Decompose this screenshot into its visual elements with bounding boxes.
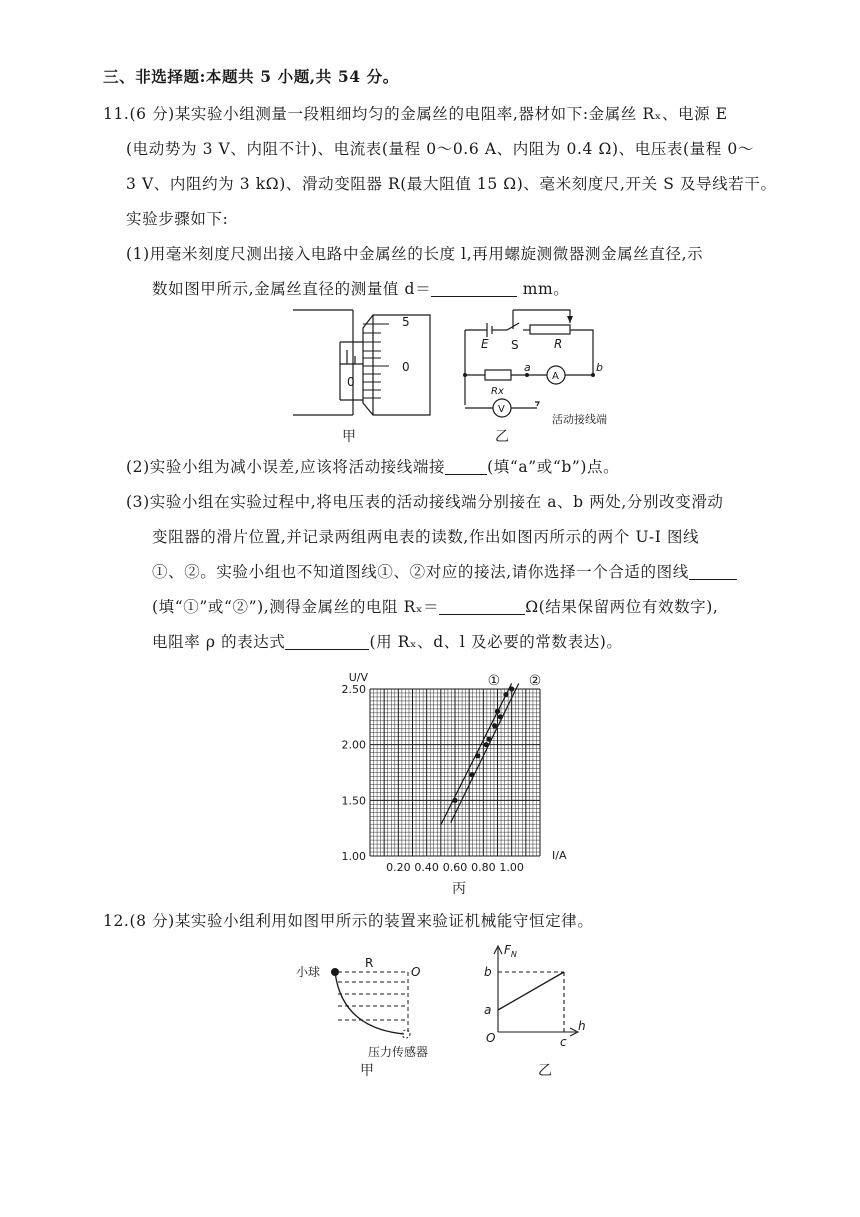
q11-part1-text: 数如图甲所示,金属丝直径的测量值 d＝ xyxy=(152,280,432,298)
thimble-mark-5: 5 xyxy=(402,315,410,329)
label-b: b xyxy=(596,361,603,374)
thimble-mark-0: 0 xyxy=(402,360,410,374)
q11-part2-text: (2)实验小组为减小误差,应该将活动接线端接 xyxy=(126,458,446,476)
q11-part3-line-4 xyxy=(152,596,718,618)
q11-line-2: (电动势为 3 V、内阻不计)、电流表(量程 0～0.6 A、内阻为 0.4 Ω)、电压表(量程 0～ xyxy=(126,140,754,158)
q11-part3-text-3: ①、②。实验小组也不知道图线①、②对应的接法,请你选择一个合适的图线 xyxy=(152,563,689,581)
terminal-label: 活动接线端 xyxy=(552,413,607,426)
q11-part3-text-4: (填“①”或“②”),测得金属丝的电阻 Rₓ＝ xyxy=(152,598,440,616)
chart-grid xyxy=(370,689,540,856)
label-E: E xyxy=(481,337,489,351)
y-tick-label: 1.50 xyxy=(341,794,366,808)
label-radius: R xyxy=(365,956,374,970)
q11-line-3: 3 V、内阻约为 3 kΩ)、滑动变阻器 R(最大阻值 15 Ω)、毫米刻度尺,开关 S 及导线若干。 xyxy=(126,175,777,193)
y-tick-label: 2.00 xyxy=(341,738,366,752)
figure-bing-caption: 丙 xyxy=(452,881,466,897)
data-point xyxy=(495,709,500,714)
q11-part1-line-2 xyxy=(152,278,569,300)
y-tick-label: 2.50 xyxy=(341,683,366,696)
data-point xyxy=(509,686,514,691)
answer-blank-resistance[interactable] xyxy=(439,598,525,615)
main-scale-mark-0: 0 xyxy=(347,375,355,389)
series-label-1: ① xyxy=(487,673,501,689)
q11-part3-text-5b: (用 Rₓ、d、l 及必要的常数表达)。 xyxy=(369,633,623,651)
q11-part1-unit: mm。 xyxy=(517,280,570,298)
q11-part3-line-5 xyxy=(152,631,623,653)
figure12-jia-caption: 甲 xyxy=(360,1063,374,1079)
q11-part3-line-1: (3)实验小组在实验过程中,将电压表的活动接线端分别接在 a、b 两处,分别改变滑动 xyxy=(126,493,724,511)
x-tick-label: 0.40 xyxy=(414,861,439,874)
data-point xyxy=(484,742,489,747)
x-axis-label: I/A xyxy=(552,849,567,862)
label-a: a xyxy=(524,361,531,374)
y-tick-label: 1.00 xyxy=(341,850,366,863)
data-point xyxy=(469,772,474,777)
q11-line-1: 11.(6 分)某实验小组测量一段粗细均匀的金属丝的电阻率,器材如下:金属丝 Rₓ、电源 E xyxy=(103,105,728,123)
figure-jia-caption: 甲 xyxy=(342,429,356,445)
circuit-figure xyxy=(455,305,655,430)
ui-chart xyxy=(330,662,590,877)
q11-part3-text-5: 电阻率 ρ 的表达式 xyxy=(152,633,286,651)
label-a-axis: a xyxy=(484,1003,492,1017)
figure-yi-caption: 乙 xyxy=(495,429,509,445)
ammeter-symbol: A xyxy=(552,371,559,382)
figure12-yi-caption: 乙 xyxy=(538,1063,552,1079)
label-c-axis: c xyxy=(560,1035,567,1049)
q12-line-1: 12.(8 分)某实验小组利用如图甲所示的装置来验证机械能守恒定律。 xyxy=(103,912,594,930)
x-tick-label: 0.80 xyxy=(471,861,496,874)
answer-blank-terminal[interactable] xyxy=(445,458,487,475)
label-h-axis: h xyxy=(578,1019,586,1033)
data-point xyxy=(475,753,480,758)
section-title: 三、非选择题:本题共 5 小题,共 54 分。 xyxy=(103,67,399,86)
track-figure xyxy=(290,950,450,1070)
q11-part1-line-1: (1)用毫米刻度尺测出接入电路中金属丝的长度 l,再用螺旋测微器测金属丝直径,示 xyxy=(126,245,704,263)
label-FN: $F_N$ xyxy=(504,943,517,959)
series-label-2: ② xyxy=(528,673,542,689)
data-point xyxy=(452,798,457,803)
answer-blank-graph[interactable] xyxy=(689,563,737,580)
label-R: R xyxy=(554,337,563,351)
voltmeter-symbol: V xyxy=(498,404,505,415)
x-tick-label: 1.00 xyxy=(499,861,524,874)
q11-part2-hint: (填“a”或“b”)点。 xyxy=(487,458,620,476)
answer-blank-resistivity[interactable] xyxy=(285,633,369,650)
label-origin: O xyxy=(486,1031,496,1045)
data-point xyxy=(486,737,491,742)
label-b-axis: b xyxy=(484,965,492,979)
label-ball: 小球 xyxy=(296,965,321,979)
label-sensor: 压力传感器 xyxy=(368,1045,429,1059)
micrometer-figure xyxy=(285,300,445,430)
series-line-2 xyxy=(451,683,519,822)
ball xyxy=(331,968,339,976)
label-Rx: Rx xyxy=(491,386,504,397)
chart-axis-labels xyxy=(349,671,567,862)
q11-part3-line-2: 变阻器的滑片位置,并记录两组两电表的读数,作出如图丙所示的两个 U-I 图线 xyxy=(152,528,700,546)
data-point xyxy=(503,692,508,697)
x-tick-label: 0.60 xyxy=(442,861,468,874)
x-tick-label: 0.20 xyxy=(386,861,411,874)
label-S: S xyxy=(511,338,519,352)
q11-part3-line-3 xyxy=(152,561,737,583)
data-point xyxy=(498,714,503,719)
answer-blank-diameter[interactable] xyxy=(431,280,517,297)
y-axis-label: U/V xyxy=(348,671,368,684)
q11-part3-text-4b: Ω(结果保留两位有效数字), xyxy=(525,598,719,616)
label-center-O: O xyxy=(411,965,421,979)
data-point xyxy=(492,723,497,728)
q11-line-4: 实验步骤如下: xyxy=(126,210,229,228)
q11-part2 xyxy=(126,456,619,478)
force-height-graph xyxy=(478,940,598,1050)
